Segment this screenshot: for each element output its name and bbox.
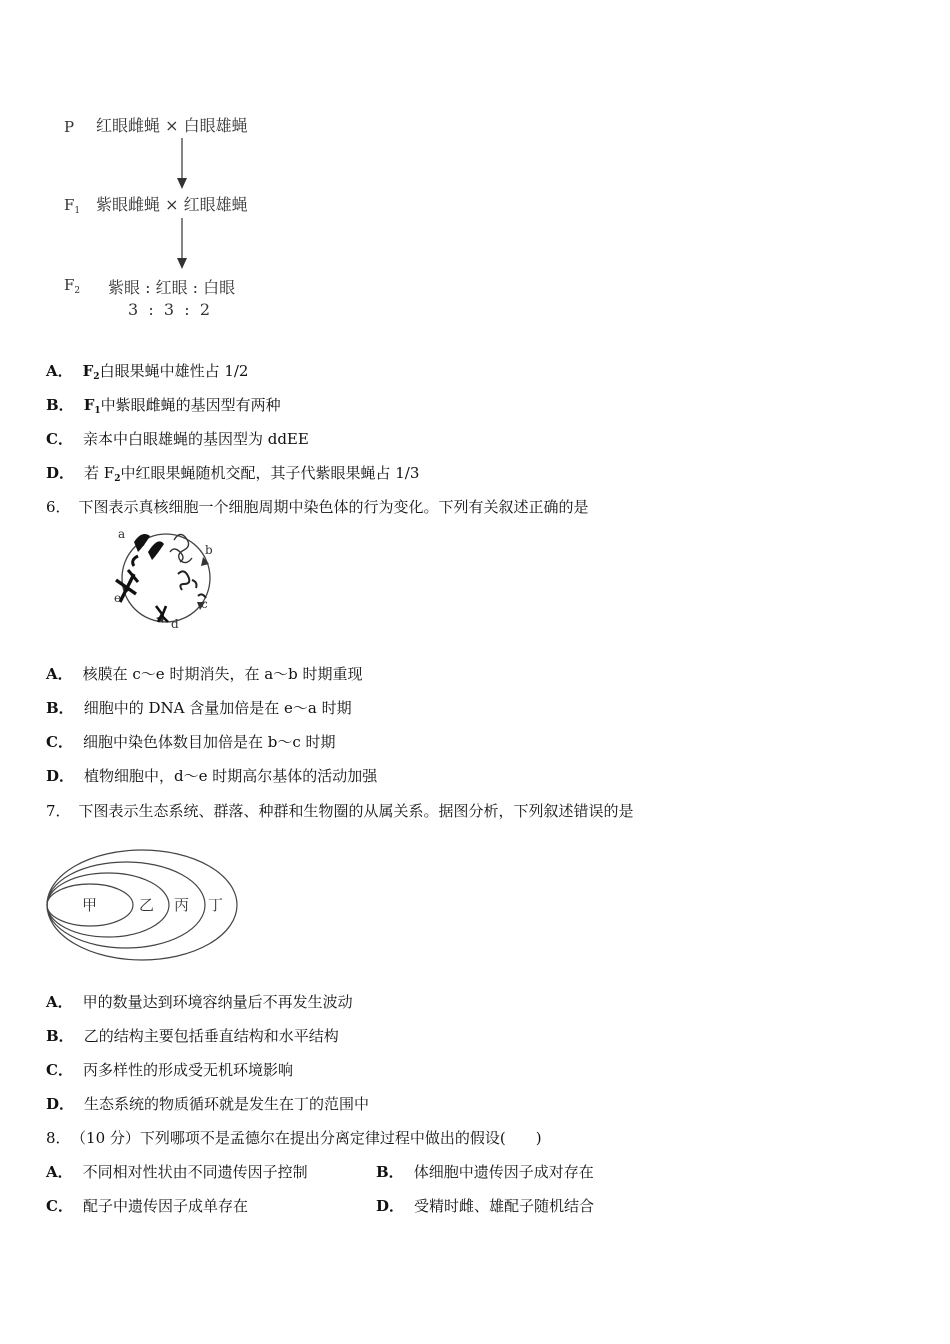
q8-option-a: A． 不同相对性状由不同遗传因子控制 [46,1163,308,1181]
arrow-down-icon [174,138,190,190]
stage-label-d: d [171,617,179,631]
p-generation-label: P [64,118,75,136]
q6-option-c: C． 细胞中染色体数目加倍是在 b～c 时期 [46,733,336,751]
ellipse-label-ding: 丁 [208,896,224,914]
q7-option-c: C． 丙多样性的形成受无机环境影响 [46,1061,293,1079]
q5-option-c: C． 亲本中白眼雄蝇的基因型为 ddEE [46,430,309,448]
stage-label-a: a [118,527,126,541]
q6-option-b: B． 细胞中的 DNA 含量加倍是在 e～a 时期 [46,699,352,717]
stage-label-b: b [205,543,213,557]
q8-option-c: C． 配子中遗传因子成单存在 [46,1197,248,1215]
q8-option-b: B． 体细胞中遗传因子成对存在 [376,1163,594,1181]
q7-option-d: D． 生态系统的物质循环就是发生在丁的范围中 [46,1095,370,1113]
q8-option-d: D． 受精时雌、雄配子随机结合 [376,1197,595,1215]
q5-option-d: D． 若 $F_2$中红眼果蝇随机交配，其子代紫眼果蝇占 1/3 [46,464,420,484]
q7-option-b: B． 乙的结构主要包括垂直结构和水平结构 [46,1027,339,1045]
q7-stem: 7． 下图表示生态系统、群落、种群和生物圈的从属关系。据图分析，下列叙述错误的是 [46,802,634,820]
arrow-down-icon [174,218,190,270]
q7-option-a: A． 甲的数量达到环境容纳量后不再发生波动 [46,993,353,1011]
f2-ratio-text: 3 : 3 : 2 [128,300,211,319]
nested-ellipse-diagram [44,848,244,962]
q6-stem: 6． 下图表示真核细胞一个细胞周期中染色体的行为变化。下列有关叙述正确的是 [46,498,589,516]
f2-generation-label: $F_2$ [64,276,81,296]
ellipse-label-yi: 乙 [139,896,155,914]
ellipse-label-bing: 丙 [174,896,190,914]
f1-generation-label: $F_1$ [64,196,81,216]
cell-cycle-diagram [108,522,228,634]
stage-label-e: e [114,591,122,605]
q5-option-b: B． $F_1$中紫眼雌蝇的基因型有两种 [46,396,281,416]
f1-cross-text: 紫眼雌蝇 × 红眼雄蝇 [96,195,248,214]
p-cross-text: 红眼雌蝇 × 白眼雄蝇 [96,116,248,135]
f2-phenotypes-text: 紫眼 : 红眼 : 白眼 [108,278,236,297]
stage-label-c: c [201,597,208,611]
q6-option-d: D． 植物细胞中，d～e 时期高尔基体的活动加强 [46,767,378,785]
q5-option-a: A． $F_2$白眼果蝇中雄性占 1/2 [46,362,249,382]
q8-stem: 8． （10 分）下列哪项不是孟德尔在提出分离定律过程中做出的假设( ) [46,1129,542,1147]
ellipse-label-jia: 甲 [82,896,98,914]
q6-option-a: A． 核膜在 c～e 时期消失，在 a～b 时期重现 [46,665,363,683]
